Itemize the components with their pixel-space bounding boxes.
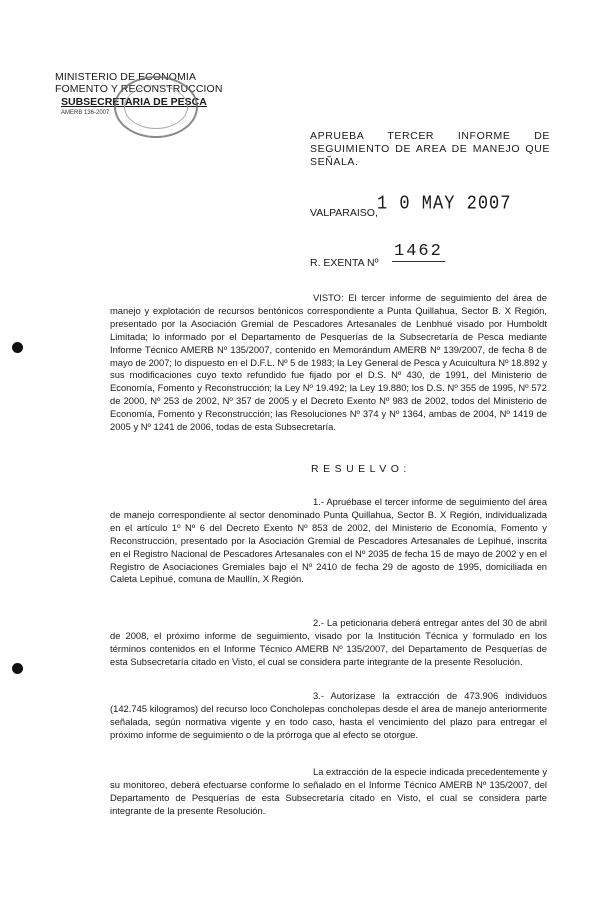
- item-3: 3.- Autorízase la extracción de 473.906 individuos (142.745 kilogramos) del recurso loco Concholepas concholepas desde el área de manejo anteriormente señalada, según normativa vigente y en todo caso, hasta el vencimiento del plazo para entregar el próximo informe de seguimiento o de la prórroga que al efecto se otorgue.: [110, 690, 547, 740]
- item-2: 2.- La peticionaria deberá entregar antes del 30 de abril de 2008, el próximo informe de seguimiento, visado por la Institución Técnica y formulado en los términos contenidos en el Informe Técnico AMERB Nº 135/2007, del Departamento de Pesquerías de esta Subsecretaría citado en Visto, el cual se considera parte integrante de la presente Resolución.: [110, 617, 547, 667]
- ref-line: AMERB 136-2007: [61, 110, 110, 116]
- visto-paragraph: VISTO: El tercer informe de seguimiento del área de manejo y explotación de recursos bentónicos correspondiente a Punta Quillahua, Sector B. X Región, presentado por la Asociación Gremial de Pescadores Artesanales de Lenbhué visado por Humboldt Limitada; lo informado por el Departamento de Pesquerías de la Subsecretaría de Pesca mediante Informe Técnico AMERB Nº 135/2007, contenido en Memorándum AMERB Nº 139/2007, de fecha 8 de mayo de 2007; lo dispuesto en el D.F.L. Nº 5 de 1983; la Ley General de Pesca y Acuicultura Nº 18.892 y sus modificaciones cuyo texto refundido fue fijado por el D.S. Nº 430, de 1991, del Ministerio de Economía, Fomento y Reconstrucción; la Ley Nº 19.492; la Ley 19.880; los D.S. Nº 355 de 1995, Nº 572 de 2000, Nº 253 de 2002, Nº 357 de 2005 y el Decreto Exento Nº 983 de 2002, todos del Ministerio de Economía, Fomento y Reconstrucción; las Resoluciones Nº 374 y Nº 1364, ambas de 2004, Nº 1419 de 2005 y Nº 1241 de 2006, todas de esta Subsecretaría.: [110, 292, 547, 433]
- ministry-line-2: FOMENTO Y RECONSTRUCCION: [55, 83, 223, 95]
- resuelvo-heading: RESUELVO:: [311, 463, 411, 475]
- date-stamp: 1 0 MAY 2007: [377, 193, 512, 216]
- document-title: APRUEBA TERCER INFORME DE SEGUIMIENTO DE AREA DE MANEJO QUE SEÑALA.: [310, 130, 550, 168]
- hole-punch-bottom: [12, 663, 23, 674]
- item-3-extraction: La extracción de la especie indicada precedentemente y su monitoreo, deberá efectuarse conforme lo señalado en el Informe Técnico AMERB Nº 135/2007, del Departamento de Pesquerías de esta Subsecretaría citado en Visto, el cual se considera parte integrante de la presente Resolución.: [110, 766, 548, 816]
- item-1: 1.- Apruébase el tercer informe de seguimiento del área de manejo correspondiente al sector denominado Punta Quillahua, Sector B. X Región, individualizada en el artículo 1º Nº 6 del Decreto Exento Nº 853 de 2002, del Ministerio de Economía, Fomento y Reconstrucción, presentado por la Asociación Gremial de Pescadores Artesanales de Lepihué, inscrita en el Registro Nacional de Pescadores Artesanales con el Nº 2035 de fecha 15 de mayo de 2002 y en el Registro de Asociaciones Gremiales bajo el Nº 2410 de fecha 29 de agosto de 1995, domiciliada en Caleta Lepihué, comuna de Maullín, X Región.: [110, 496, 547, 585]
- city: VALPARAISO,: [310, 207, 378, 219]
- subsecretaria-line: SUBSECRETARIA DE PESCA: [61, 96, 207, 108]
- exenta-number: 1462: [394, 242, 443, 261]
- hole-punch-top: [12, 342, 23, 353]
- exenta-label: R. EXENTA Nº: [310, 257, 379, 269]
- ministry-line: MINISTERIO DE ECONOMIA: [55, 71, 197, 83]
- official-stamp-inner: [124, 85, 188, 129]
